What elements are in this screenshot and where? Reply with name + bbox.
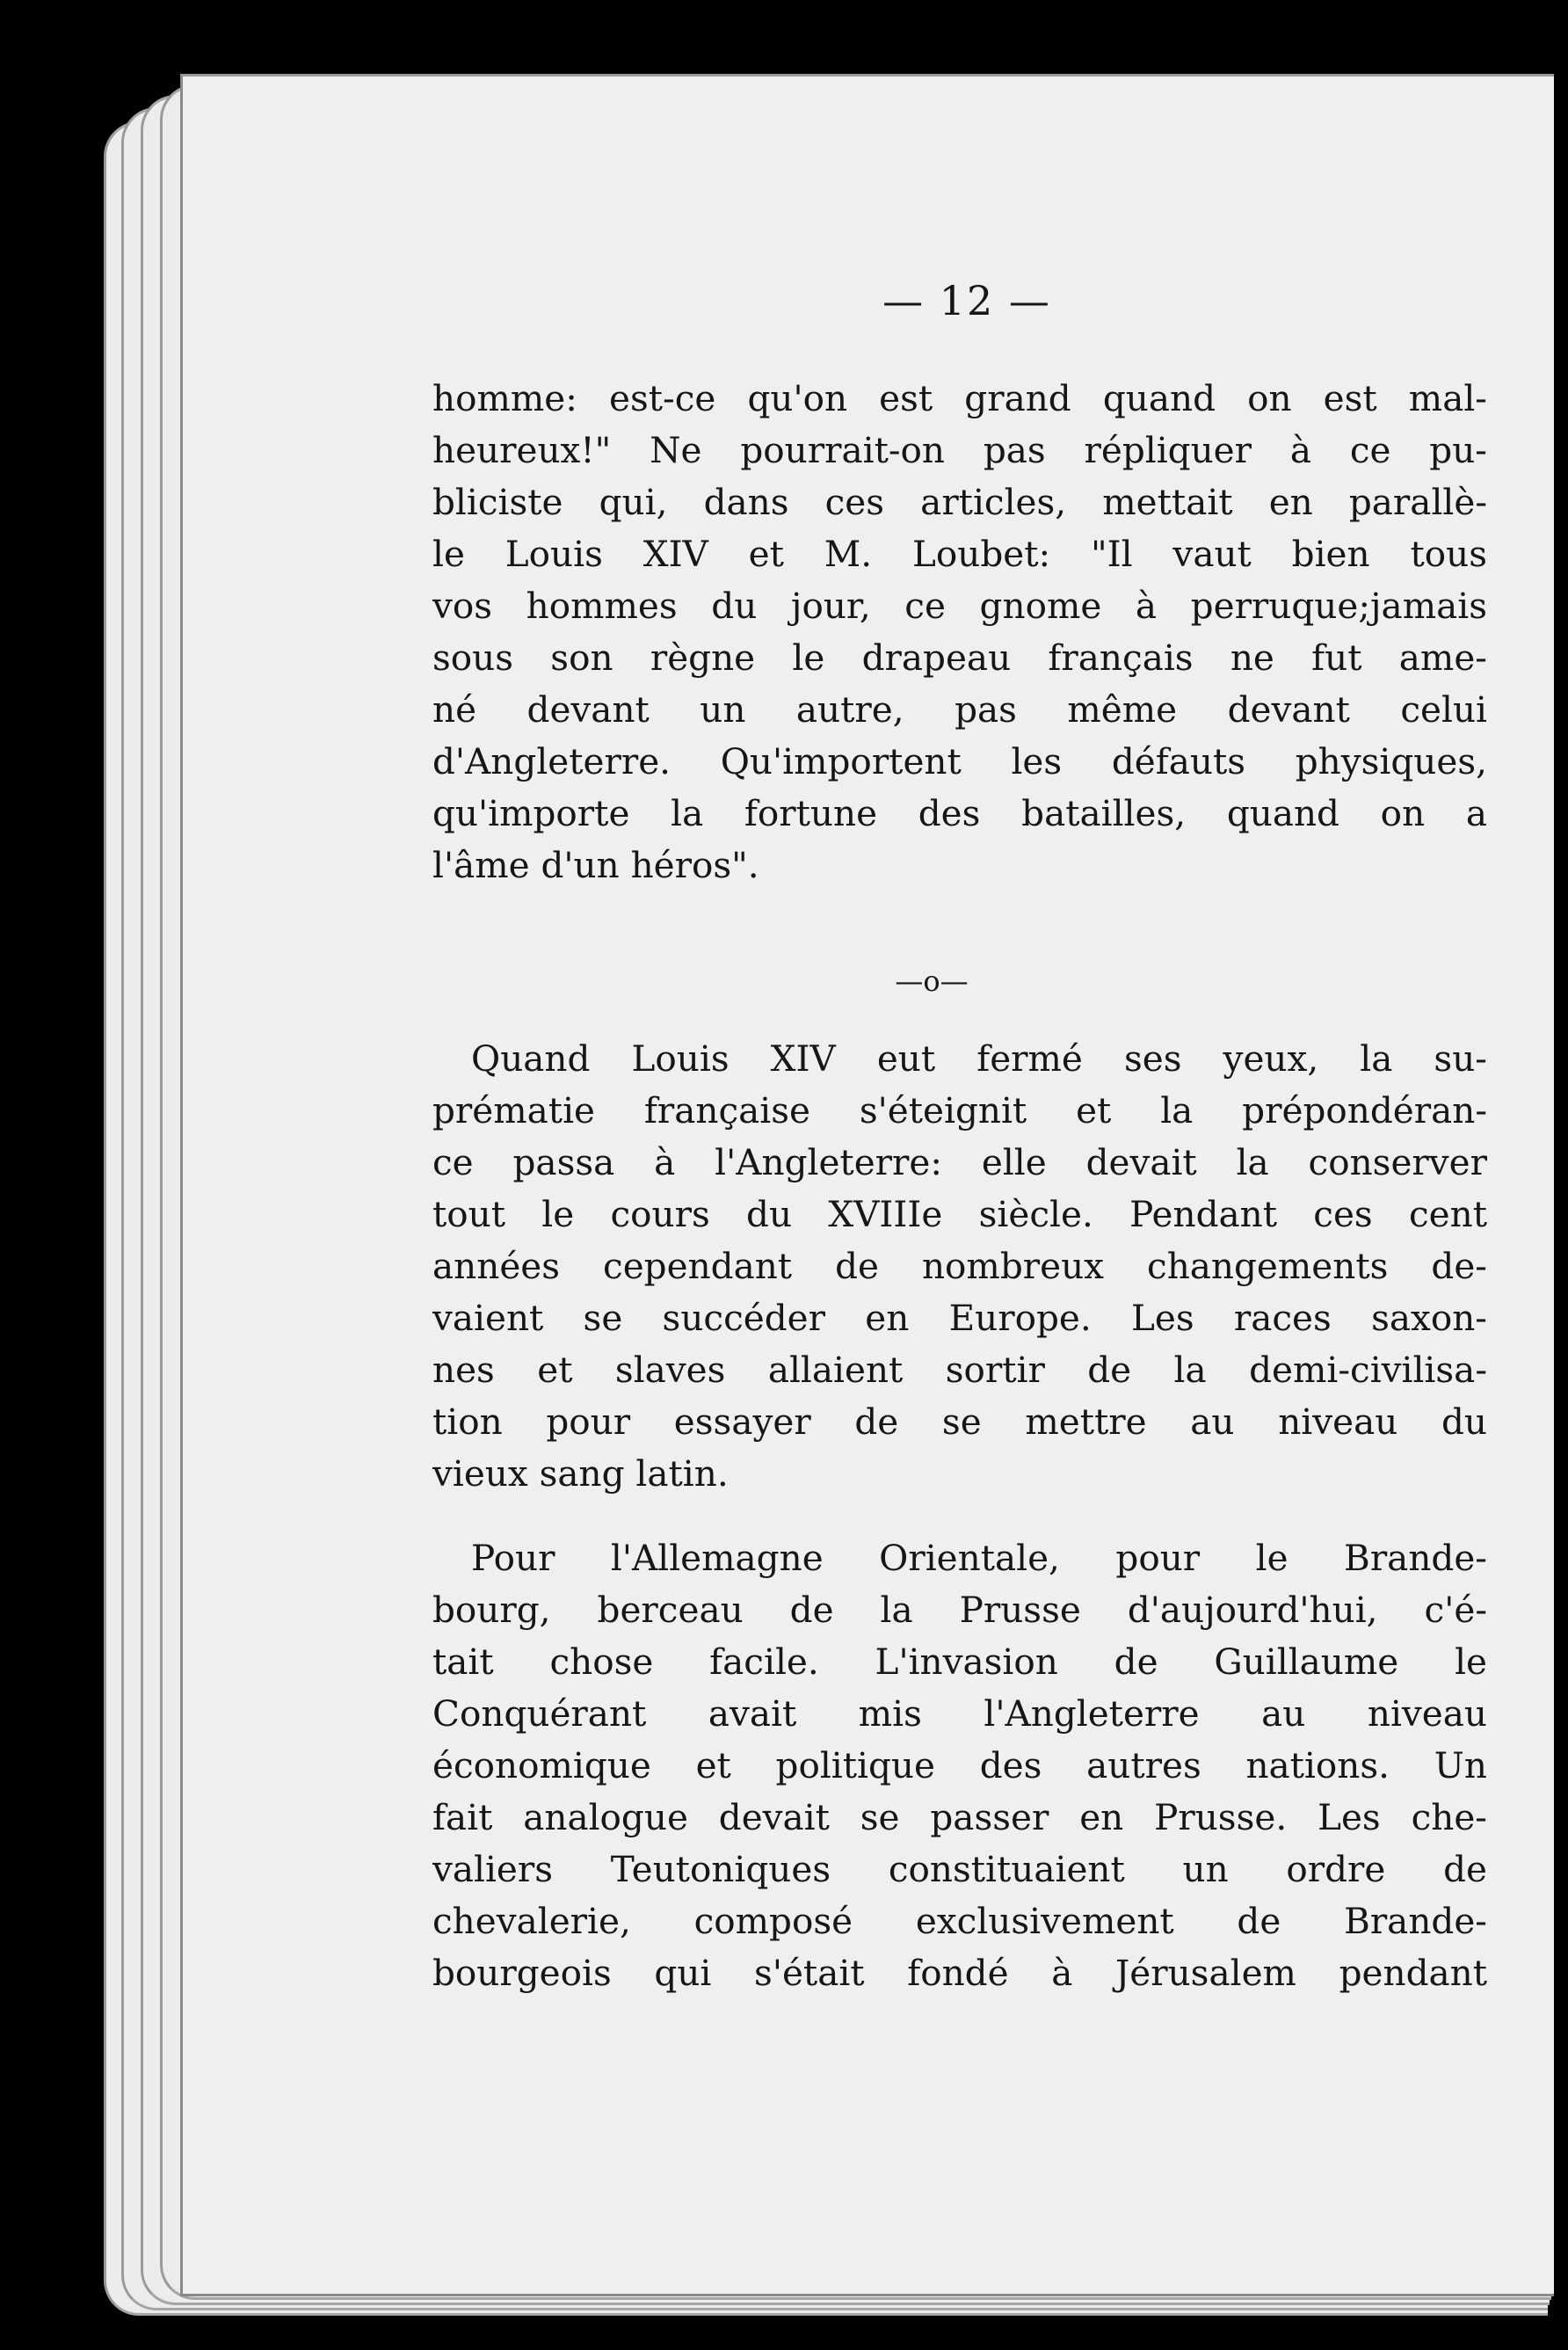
text-line: fait analogue devait se passer en Prusse. Les che- bbox=[432, 1796, 1487, 1838]
text-line: années cependant de nombreux changements de- bbox=[432, 1245, 1487, 1287]
text-line: l'âme d'un héros". bbox=[432, 844, 759, 886]
text-line: Conquérant avait mis l'Angleterre au niveau bbox=[432, 1692, 1487, 1735]
text-line: tout le cours du XVIIIe siècle. Pendant ces cent bbox=[432, 1193, 1487, 1235]
text-line: nes et slaves allaient sortir de la demi-civilisa- bbox=[432, 1349, 1487, 1391]
paragraph-continued bbox=[432, 373, 1487, 891]
text-line: né devant un autre, pas même devant celui bbox=[432, 688, 1487, 731]
text-line: prématie française s'éteignit et la prépondéran- bbox=[432, 1089, 1487, 1131]
text-line: économique et politique des autres nations. Un bbox=[432, 1744, 1487, 1786]
text-line: vos hommes du jour, ce gnome à perruque;jamais bbox=[432, 585, 1487, 627]
text-line: tion pour essayer de se mettre au niveau du bbox=[432, 1401, 1487, 1443]
text-line: d'Angleterre. Qu'importent les défauts physiques, bbox=[432, 740, 1487, 782]
text-line: vieux sang latin. bbox=[432, 1452, 729, 1495]
text-line: chevalerie, composé exclusivement de Brande- bbox=[432, 1900, 1487, 1942]
text-line: heureux!" Ne pourrait-on pas répliquer à ce pu- bbox=[432, 429, 1487, 471]
text-line: bliciste qui, dans ces articles, mettait en parallè- bbox=[432, 481, 1487, 523]
page-number: — 12 — bbox=[882, 277, 1051, 324]
text-line: Pour l'Allemagne Orientale, pour le Brande- bbox=[471, 1537, 1487, 1579]
section-separator: —o— bbox=[895, 964, 969, 998]
text-line: homme: est-ce qu'on est grand quand on est mal- bbox=[432, 377, 1487, 419]
text-line: sous son règne le drapeau français ne fut ame- bbox=[432, 637, 1487, 679]
text-line: vaient se succéder en Europe. Les races saxon- bbox=[432, 1297, 1487, 1339]
text-line: valiers Teutoniques constituaient un ordre de bbox=[432, 1848, 1487, 1890]
text-line: Quand Louis XIV eut fermé ses yeux, la su- bbox=[471, 1037, 1487, 1080]
text-line: bourgeois qui s'était fondé à Jérusalem pendant bbox=[432, 1952, 1487, 1994]
text-line: tait chose facile. L'invasion de Guillaume le bbox=[432, 1641, 1487, 1683]
text-line: bourg, berceau de la Prusse d'aujourd'hui, c'é- bbox=[432, 1589, 1487, 1631]
text-line: ce passa à l'Angleterre: elle devait la conserver bbox=[432, 1141, 1487, 1183]
text-line: le Louis XIV et M. Loubet: "Il vaut bien tous bbox=[432, 533, 1487, 575]
paragraph bbox=[432, 1033, 1487, 1500]
paragraph bbox=[432, 1532, 1487, 1999]
text-line: qu'importe la fortune des batailles, quand on a bbox=[432, 792, 1487, 834]
